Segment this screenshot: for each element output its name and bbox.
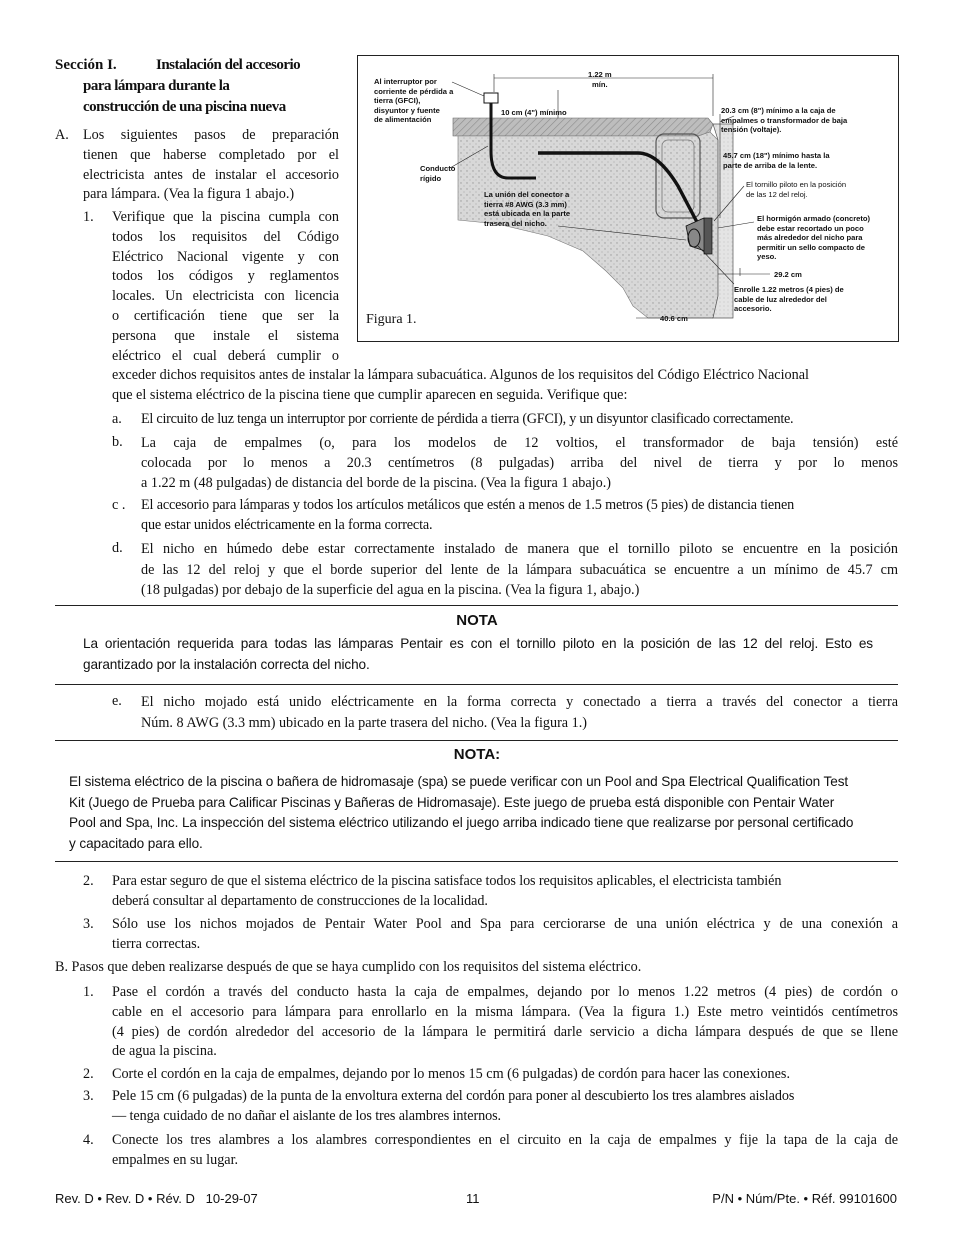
- figure-caption: Figura 1.: [366, 312, 417, 327]
- b-item-1-text: Pase el cordón a través del conducto hasta la caja de empalmes, dejando por lo menos 1.22 metros (4 pies) de cordón o cable en el accesorio para lámpara para enrollarlo en la misma lámpara. (Vea la figura 1.) Este metro veintidós centímetros (4 pies) de cordón alrededor del accesorio de la lámpara le permitirá darle servicio a dicha lámpara después de que se llene de agua la piscina.: [112, 984, 898, 1060]
- label-406cm: 40.6 cm: [660, 314, 688, 323]
- subitem-c-text: El accesorio para lámparas y todos los artículos metálicos que estén a menos de 1.5 metros (5 pies) de distancia tienen que estar unidos eléctricamente en la forma correcta.: [141, 497, 795, 533]
- label-bond-connector: La unión del conector a tierra #8 AWG (3.3 mm) está ubicada en la parte trasera del nicho.: [484, 190, 571, 228]
- b-item-4-marker: 4.: [83, 1132, 94, 1148]
- item-1-marker: 1.: [83, 209, 94, 225]
- item-2-marker: 2.: [83, 873, 94, 889]
- subitem-a-text: El circuito de luz tenga un interruptor por corriente de pérdida a tierra (GFCI), y un disyuntor clasificado correctamente.: [141, 411, 794, 427]
- label-coil-cord: Enrolle 1.22 metros (4 pies) de cable de luz alrededor del accesorio.: [734, 285, 844, 314]
- label-203cm: 20.3 cm (8") mínimo a la caja de empalmes o transformador de baja tensión (voltaje).: [721, 106, 848, 135]
- b-item-2-marker: 2.: [83, 1066, 94, 1082]
- section-number: Sección I.: [55, 57, 117, 73]
- b-item-4-text: Conecte los tres alambres a los alambres correspondientes en el circuito en la caja de empalmes y fije la tapa de la caja de empalmes en su lugar.: [112, 1132, 898, 1168]
- label-gfci: Al interruptor por corriente de pérdida a tierra (GFCI), disyuntor y fuente de alimentación: [374, 77, 454, 125]
- subitem-c-marker: c .: [112, 497, 126, 513]
- subitem-d-marker: d.: [112, 540, 123, 556]
- subitem-a-marker: a.: [112, 411, 122, 427]
- subitem-e-text: El nicho mojado está unido eléctricamente en la forma correcta y conectado a tierra a través del conector a tierra Núm. 8 AWG (3.3 mm) ubicado en la parte trasera del nicho. (Vea la figura 1.): [141, 694, 898, 731]
- b-item-2-text: Corte el cordón en la caja de empalmes, dejando por lo menos 15 cm (6 pulgadas) de cordón para hacer las conexiones.: [112, 1066, 790, 1082]
- note-1-title: NOTA: [456, 612, 498, 629]
- footer-page-number: 11: [466, 1191, 480, 1206]
- divider: [55, 861, 898, 862]
- footer-part-number: P/N • Núm/Pte. • Réf. 99101600: [712, 1191, 897, 1206]
- label-122m: 1.22 m mín.: [588, 70, 612, 89]
- label-concrete: El hormigón armado (concreto) debe estar recortado un poco más alrededor del nicho para permitir un sello compacto de yeso.: [757, 214, 871, 262]
- step-a-text: Los siguientes pasos de preparación tienen que haberse completado por el electricista antes de instalar el accesorio para lámpara. (Vea la figura 1 abajo.): [83, 127, 339, 203]
- item-2-text: Para estar seguro de que el sistema eléctrico de la piscina satisface todos los requisitos aplicables, el electricista también deberá consultar al departamento de construcciones de la localidad.: [112, 873, 782, 909]
- note-2-title: NOTA:: [453, 746, 501, 763]
- b-item-1-marker: 1.: [83, 984, 94, 1000]
- note-2-text: El sistema eléctrico de la piscina o bañera de hidromasaje (spa) se puede verificar con un Pool and Spa Electrical Qualification Test Kit (Juego de Prueba para Calificar Piscinas y Bañeras de Hidromasaje). Este juego de prueba está disponible con Pentair Water Pool and Spa, Inc. La inspección del sistema eléctrico utilizando el juego arriba indicado tiene que realizarse por personal certificado y capacitado para ello.: [69, 774, 854, 851]
- subitem-e-marker: e.: [112, 693, 122, 709]
- step-a-marker: A.: [55, 127, 69, 143]
- subitem-d-text: El nicho en húmedo debe estar correctamente instalado de manera que el tornillo piloto se encuentre en la posición de las 12 del reloj y que el borde superior del lente de la lámpara subacuática se encuentre a un mínimo de 45.7 cm (18 pulgadas) por debajo de la superficie del agua en la piscina. (Vea la figura 1, abajo.): [141, 541, 898, 598]
- note-1-text: La orientación requerida para todas las lámparas Pentair es con el tornillo piloto en la posición de las 12 del reloj. Esto es garantizado por la instalación correcta del nicho.: [83, 636, 873, 672]
- item-1-text: Verifique que la piscina cumpla con todos los requisitos del Código Eléctrico Nacional vigente y con todos los códigos y reglamentos locales. Un electricista con licencia o certificación tiene que ser la persona que instale el sistema eléctrico el cual deberá cumplir o: [112, 209, 339, 364]
- figure-1: [357, 55, 899, 342]
- label-conduit: Conducto rígido: [420, 164, 456, 183]
- step-b-heading: B. Pasos que deben realizarse después de que se haya cumplido con los requisitos del sistema eléctrico.: [55, 959, 642, 975]
- footer-revision: Rev. D • Rev. D • Rév. D 10-29-07: [55, 1191, 258, 1206]
- subitem-b-marker: b.: [112, 434, 123, 450]
- item-3-marker: 3.: [83, 916, 94, 932]
- junction-box: [484, 93, 498, 103]
- divider: [55, 684, 898, 685]
- label-457cm: 45.7 cm (18") mínimo hasta la parte de arriba de la lente.: [723, 151, 830, 170]
- divider: [55, 605, 898, 606]
- label-pilot-screw: El tornillo piloto en la posición de las 12 del reloj.: [746, 180, 847, 199]
- b-item-3-marker: 3.: [83, 1088, 94, 1104]
- b-item-3-text: Pele 15 cm (6 pulgadas) de la punta de la envoltura externa del cordón para poner al descubierto los tres alambres aislados — tenga cuidado de no dañar el aislante de los tres alambres internos.: [112, 1088, 795, 1124]
- item-3-text: Sólo use los nichos mojados de Pentair Water Pool and Spa para cerciorarse de una unión eléctrica y de una conexión a tierra correctas.: [112, 916, 898, 952]
- subitem-b-text: La caja de empalmes (o, para los modelos de 12 voltios, el transformador de baja tensión) esté colocada por lo menos a 20.3 centímetros (8 pulgadas) arriba del nivel de tierra y por lo menos a 1.22 m (48 pulgadas) de distancia del borde de la piscina. (Vea la figura 1 abajo.): [141, 435, 898, 491]
- label-292cm: 29.2 cm: [774, 270, 802, 279]
- section-title-line2: para lámpara durante la: [83, 78, 230, 94]
- lamp-lens: [704, 218, 712, 254]
- section-title-line3: construcción de una piscina nueva: [83, 99, 286, 115]
- item-1-continuation: exceder dichos requisitos antes de instalar la lámpara subacuática. Algunos de los requisitos del Código Eléctrico Nacional que el sistema eléctrico de la piscina tiene que cumplir aparecen en seguida. Verifique que:: [112, 367, 809, 403]
- divider: [55, 740, 898, 741]
- section-title-line1: Instalación del accesorio: [156, 57, 301, 73]
- label-10cm: 10 cm (4") mínimo: [501, 108, 567, 117]
